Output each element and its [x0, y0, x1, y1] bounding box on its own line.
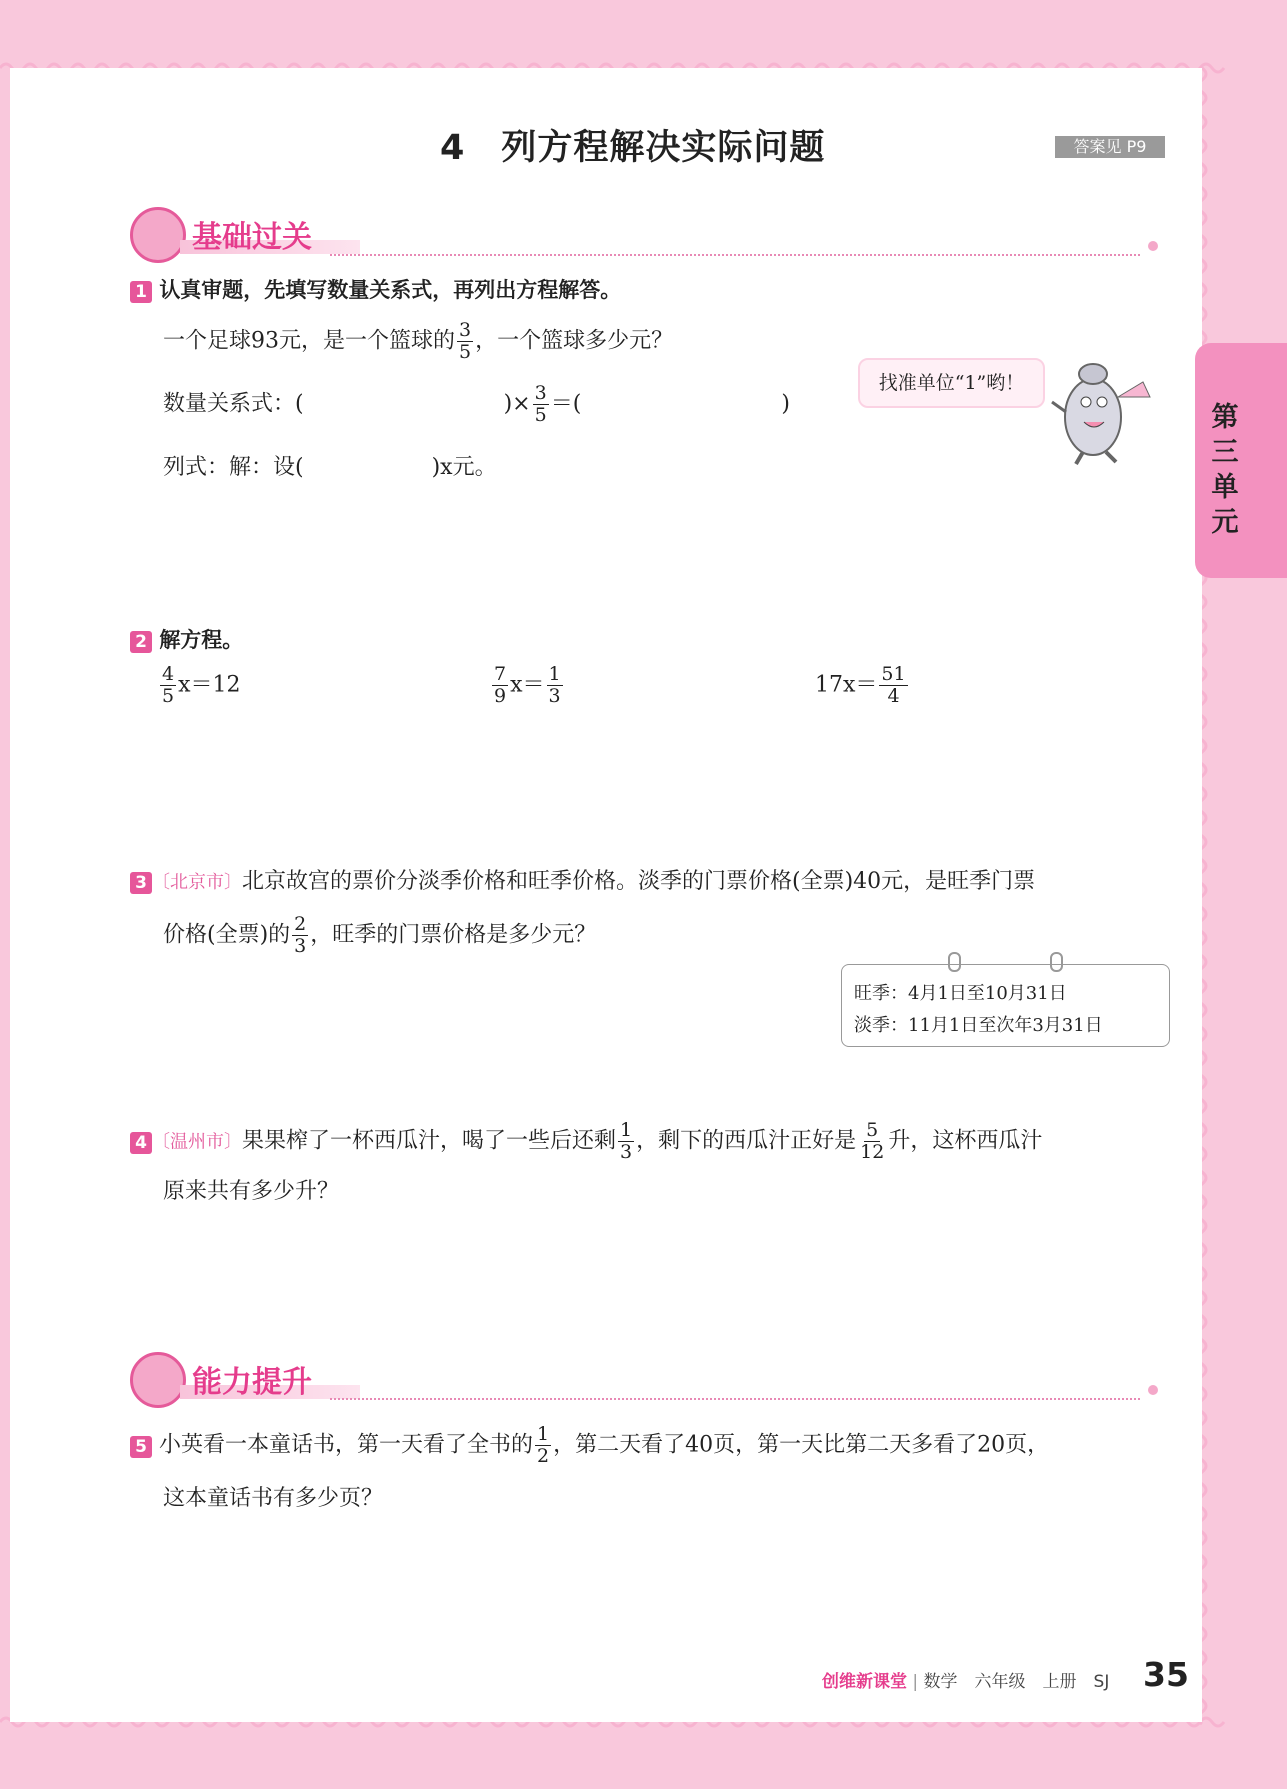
- footer-subject: 数学 六年级 上册 SJ: [923, 1672, 1110, 1692]
- question-1-problem: [163, 320, 673, 363]
- equation-rest: x＝12: [178, 672, 241, 698]
- question-2-instruction: [130, 624, 243, 654]
- denominator: 3: [620, 1141, 633, 1163]
- mascot-icon: [130, 1352, 186, 1408]
- season-info-box: [841, 964, 1170, 1047]
- page-title: 4 列方程解决实际问题: [440, 128, 826, 168]
- numerator: 3: [459, 319, 472, 341]
- denominator: 5: [459, 341, 472, 363]
- fraction: [457, 320, 473, 363]
- ring-icon: [948, 952, 961, 972]
- section-divider: [330, 1398, 1140, 1400]
- equation-lead: 17x＝: [815, 672, 878, 698]
- numerator: 5: [866, 1119, 879, 1141]
- question-1-instruction: [130, 274, 621, 304]
- fraction: [547, 664, 563, 707]
- ring-icon: [1050, 952, 1063, 972]
- numerator: 2: [294, 913, 307, 935]
- relation-label: 数量关系式：(: [163, 391, 304, 417]
- numerator: 1: [548, 663, 561, 685]
- question-text: 价格(全票)的: [163, 922, 291, 948]
- question-text: 升，这杯西瓜汁: [888, 1128, 1043, 1154]
- numerator: 4: [162, 663, 175, 685]
- numerator: 1: [620, 1119, 633, 1141]
- question-text: 北京故宫的票价分淡季价格和旺季价格。淡季的门票价格(全票)40元，是旺季门票: [242, 869, 1036, 894]
- denominator: 5: [534, 404, 547, 426]
- denominator: 12: [860, 1141, 885, 1163]
- question-number: 4: [130, 1132, 152, 1154]
- page-sheet: [10, 68, 1202, 1722]
- fraction: [533, 383, 549, 426]
- numerator: 51: [881, 663, 906, 685]
- question-text: 果果榨了一杯西瓜汁，喝了一些后还剩: [242, 1128, 617, 1154]
- question-1-equation: [163, 450, 497, 481]
- question-4-line-1: [130, 1120, 1042, 1163]
- question-number: 2: [130, 631, 152, 653]
- denominator: 3: [548, 685, 561, 707]
- unit-side-tab-label: 第三单元: [1211, 402, 1239, 538]
- equation-tail: )x元。: [431, 455, 497, 480]
- section-divider: [330, 254, 1140, 256]
- fraction: [492, 664, 508, 707]
- denominator: 5: [162, 685, 175, 707]
- footer: 创维新课堂 | 数学 六年级 上册 SJ: [822, 1672, 1110, 1692]
- numerator: 7: [494, 663, 507, 685]
- divider-dot-icon: [1148, 241, 1158, 251]
- fraction: [879, 664, 907, 707]
- divider-dot-icon: [1148, 1385, 1158, 1395]
- section-heading-basic: 基础过关: [192, 220, 312, 255]
- question-5-line-1: [130, 1424, 1049, 1467]
- question-3-line-2: [163, 914, 596, 957]
- question-text: ，剩下的西瓜汁正好是: [636, 1128, 857, 1154]
- denominator: 2: [537, 1445, 550, 1467]
- denominator: 9: [494, 685, 507, 707]
- equation-middle: x＝: [510, 672, 545, 698]
- denominator: 4: [887, 685, 900, 707]
- fraction: [618, 1120, 634, 1163]
- numerator: 1: [537, 1423, 550, 1445]
- answer-reference-badge: 答案见 P9: [1055, 136, 1165, 158]
- question-3-line-1: [130, 864, 1035, 895]
- fraction: [535, 1424, 551, 1467]
- problem-text: ，一个篮球多少元？: [475, 328, 674, 354]
- problem-text: 一个足球93元，是一个篮球的: [163, 328, 455, 354]
- relation-equals: ＝(: [550, 391, 582, 417]
- question-1-instruction-text: 认真审题，先填写数量关系式，再列出方程解答。: [159, 278, 622, 302]
- fraction: [858, 1120, 886, 1163]
- equation-1: [158, 664, 241, 707]
- question-number: 5: [130, 1436, 152, 1458]
- region-tag: 〔温州市〕: [152, 1131, 242, 1153]
- question-5-line-2: 这本童话书有多少页？: [163, 1486, 384, 1511]
- relation-operator: )×: [503, 391, 531, 417]
- tip-bubble: 找准单位“1”哟！: [858, 358, 1045, 408]
- denominator: 3: [294, 935, 307, 957]
- relation-close: ): [781, 391, 790, 417]
- question-number: 3: [130, 872, 152, 894]
- equation-3: [815, 664, 910, 707]
- off-season-text: 淡季：11月1日至次年3月31日: [854, 1015, 1103, 1036]
- fraction: [160, 664, 176, 707]
- mascot-icon: [130, 207, 186, 263]
- question-text: ，旺季的门票价格是多少元？: [310, 922, 597, 948]
- question-4-line-2: 原来共有多少升？: [163, 1179, 340, 1204]
- region-tag: 〔北京市〕: [152, 872, 242, 893]
- page-number: 35: [1143, 1655, 1189, 1694]
- question-text: ，第二天看了40页，第一天比第二天多看了20页，: [553, 1432, 1050, 1458]
- equation-label: 列式：解：设(: [163, 455, 304, 480]
- question-1-relation: [163, 383, 790, 426]
- footer-brand: 创维新课堂: [822, 1672, 907, 1692]
- question-number: 1: [130, 281, 152, 303]
- question-2-instruction-text: 解方程。: [159, 628, 244, 652]
- numerator: 3: [534, 382, 547, 404]
- peak-season-text: 旺季：4月1日至10月31日: [854, 983, 1067, 1004]
- question-text: 小英看一本童话书，第一天看了全书的: [159, 1432, 534, 1458]
- eggplant-mascot-icon: [1048, 352, 1158, 468]
- section-heading-advanced: 能力提升: [192, 1365, 312, 1400]
- fraction: [292, 914, 308, 957]
- equation-2: [490, 664, 565, 707]
